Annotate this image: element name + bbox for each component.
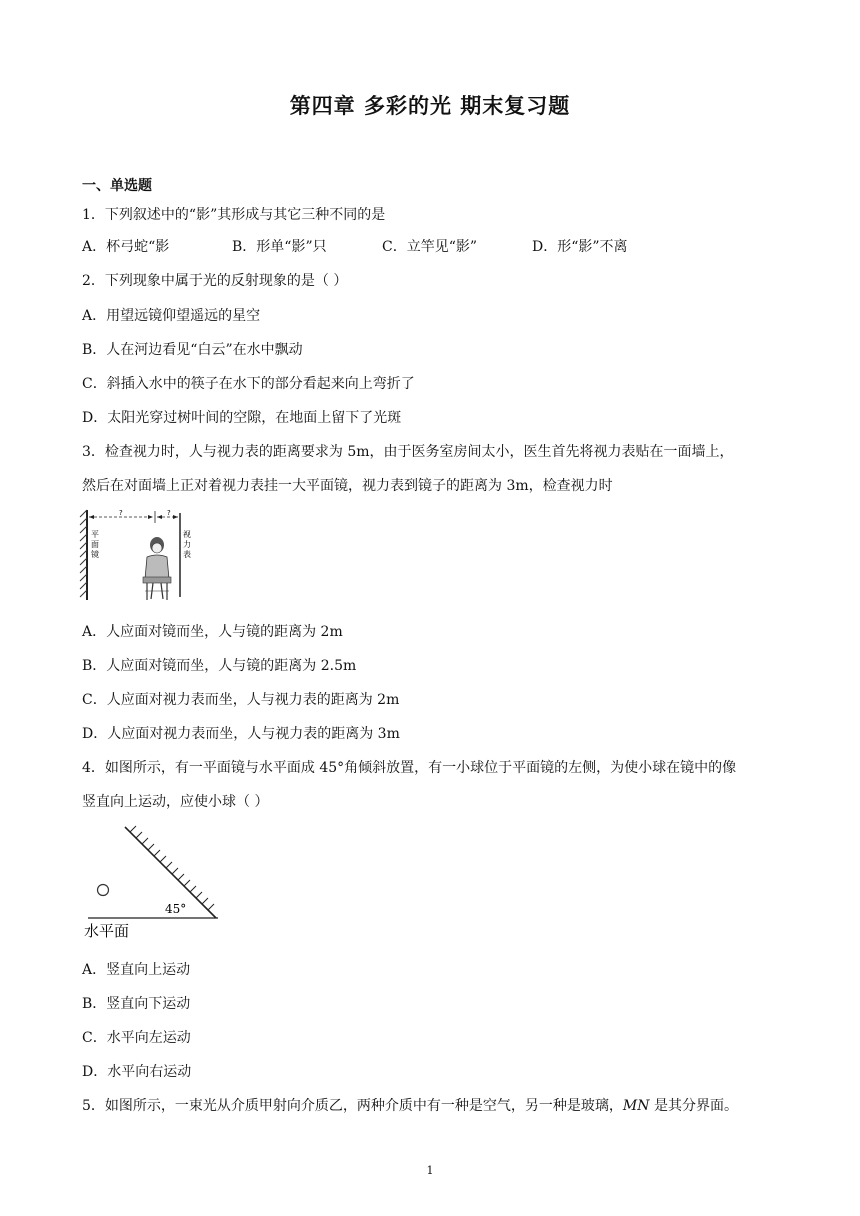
ground-label: 水平面 [84, 922, 130, 940]
q2-option-a: A．用望远镜仰望遥远的星空 [82, 308, 261, 324]
inclined-mirror-figure [80, 822, 230, 942]
page-title: 第四章 多彩的光 期末复习题 [289, 94, 571, 118]
chart-label-char-2: 力 [183, 540, 191, 549]
chart-label [183, 530, 194, 559]
q2-option-d: D．太阳光穿过树叶间的空隙，在地面上留下了光斑 [82, 410, 402, 426]
mirror-label-char-3: 镜 [91, 550, 99, 559]
q3-option-b: B．人应面对镜而坐，人与镜的距离为 2.5m [82, 658, 357, 674]
question-3-stem-line-2: 然后在对面墙上正对着视力表挂一大平面镜，视力表到镜子的距离为 3m，检查视力时 [82, 478, 613, 494]
dist-left-label: ? [119, 509, 123, 517]
angle-label: 45° [165, 902, 187, 916]
q3-option-c: C．人应面对视力表而坐，人与视力表的距离为 2m [82, 692, 400, 708]
mirror-label-char-1: 平 [91, 530, 99, 539]
q2-option-c: C．斜插入水中的筷子在水下的部分看起来向上弯折了 [82, 376, 415, 392]
q1-option-d: D．形“影”不离 [532, 239, 628, 255]
q1-option-c: C．立竿见“影” [382, 239, 478, 255]
chart-label-char-3: 表 [183, 550, 191, 559]
ball-icon [98, 885, 109, 896]
dist-right-label: ? [167, 509, 171, 517]
section-heading: 一、单选题 [82, 178, 152, 194]
q2-option-b: B．人在河边看见“白云”在水中飘动 [82, 342, 303, 358]
q5-stem-prefix: 5．如图所示，一束光从介质甲射向介质乙，两种介质中有一种是空气，另一种是玻璃， [82, 1098, 623, 1114]
q5-stem-var: MN [622, 1098, 650, 1114]
question-2-stem: 2．下列现象中属于光的反射现象的是（ ） [82, 273, 348, 289]
question-1-stem: 1．下列叙述中的“影”其形成与其它三种不同的是 [82, 207, 386, 223]
q3-option-a: A．人应面对镜而坐，人与镜的距离为 2m [82, 624, 343, 640]
q1-option-b: B．形单“影”只 [232, 239, 327, 255]
q4-option-a: A．竖直向上运动 [82, 962, 191, 978]
page-number: 1 [426, 1164, 434, 1177]
eye-chart-mirror-figure [75, 505, 205, 605]
mirror-label-char-2: 面 [91, 540, 99, 549]
q4-option-d: D．水平向右运动 [82, 1064, 192, 1080]
question-4-stem-line-1: 4．如图所示，有一平面镜与水平面成 45°角倾斜放置，有一小球位于平面镜的左侧，为使小球在镜中的像 [82, 760, 737, 776]
q4-option-c: C．水平向左运动 [82, 1030, 191, 1046]
question-3-stem-line-1: 3．检查视力时，人与视力表的距离要求为 5m，由于医务室房间太小，医生首先将视力表贴在一面墙上， [82, 444, 734, 460]
seated-person-icon [143, 537, 171, 600]
mirror-label [91, 530, 102, 559]
q4-option-b: B．竖直向下运动 [82, 996, 191, 1012]
q3-option-d: D．人应面对视力表而坐，人与视力表的距离为 3m [82, 726, 400, 742]
q1-option-a: A．杯弓蛇“影 [82, 239, 170, 255]
chart-label-char-1: 视 [183, 530, 191, 539]
question-4-stem-line-2: 竖直向上运动，应使小球（ ） [82, 794, 269, 810]
q5-stem-suffix: 是其分界面。 [649, 1098, 738, 1114]
question-5-stem [82, 1095, 738, 1115]
